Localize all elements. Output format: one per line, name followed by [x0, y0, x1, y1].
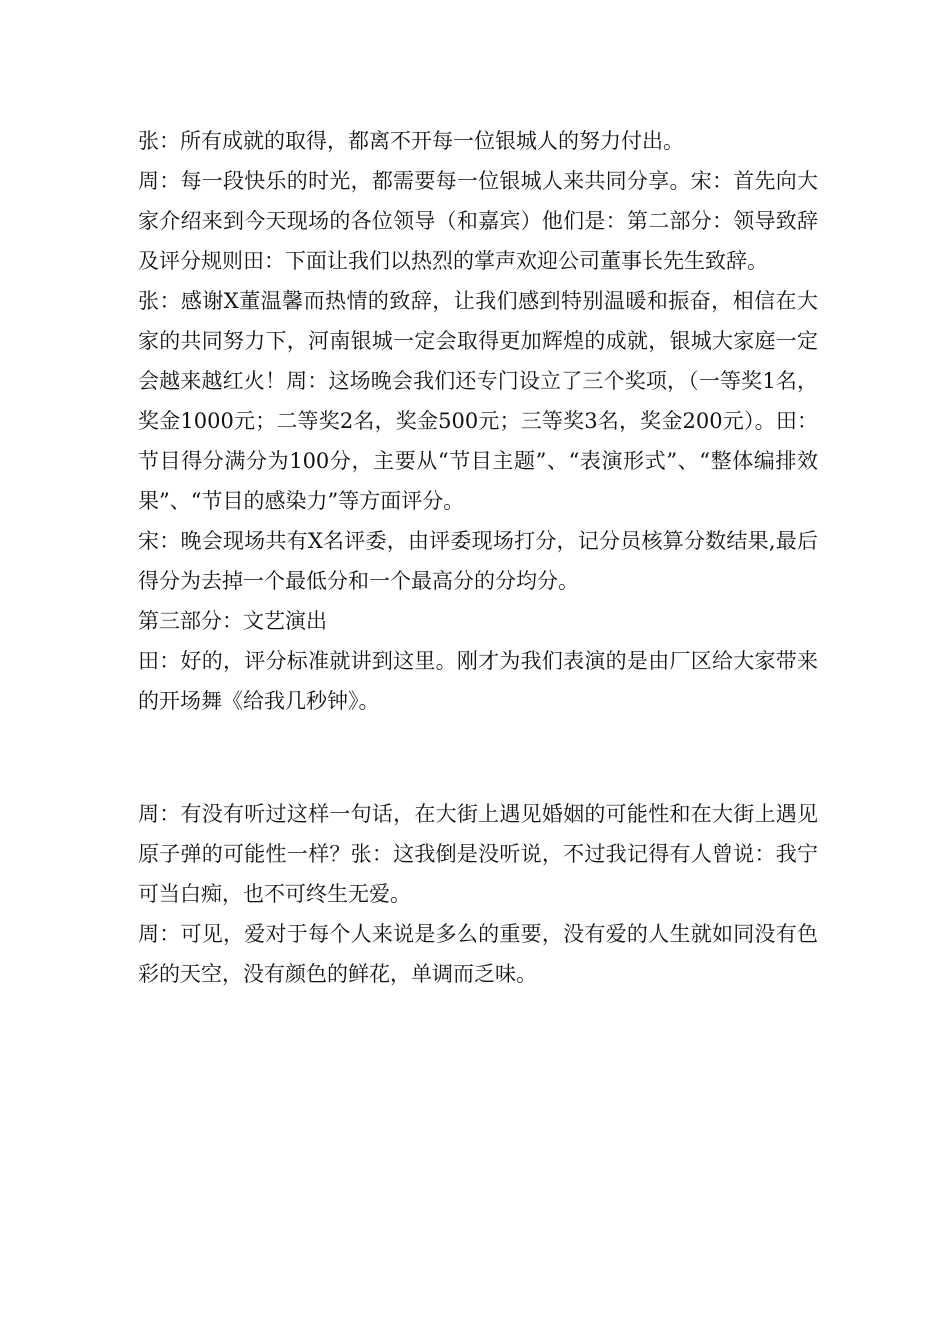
document-body [138, 121, 818, 994]
paragraph-spacer [138, 721, 818, 794]
paragraph-song-judges: 宋：晚会现场共有X名评委，由评委现场打分，记分员核算分数结果,最后得分为去掉一个最低分和一个最高分的分均分。 [138, 529, 818, 593]
section-heading-part-three: 第三部分：文艺演出 [138, 609, 327, 633]
paragraph-zhou-love-importance: 周：可见，爱对于每个人来说是多么的重要，没有爱的人生就如同没有色彩的天空，没有颜色的鲜花，单调而乏味。 [138, 922, 818, 986]
paragraph-zhou-introduction: 周：每一段快乐的时光，都需要每一位银城人来共同分享。宋：首先向大家介绍来到今天现场的各位领导（和嘉宾）他们是：第二部分：领导致辞及评分规则田：下面让我们以热烈的掌声欢迎公司董事长先生致辞。 [138, 169, 818, 273]
paragraph-zhou-love-quote: 周：有没有听过这样一句话，在大街上遇见婚姻的可能性和在大街上遇见原子弹的可能性一样？张：这我倒是没听说，不过我记得有人曾说：我宁可当白痴，也不可终生无爱。 [138, 802, 818, 906]
paragraph-zhang-awards: 张：感谢X董温馨而热情的致辞，让我们感到特别温暖和振奋，相信在大家的共同努力下，河南银城一定会取得更加辉煌的成就，银城大家庭一定会越来越红火！周：这场晚会我们还专门设立了三个奖项，（一等奖1名，奖金1000元；二等奖2名，奖金500元；三等奖3名，奖金200元）。田：节目得分满分为100分，主要从“节目主题”、“表演形式”、“整体编排效果”、“节目的感染力”等方面评分。 [138, 289, 818, 513]
paragraph-zhang-achievements: 张：所有成就的取得，都离不开每一位银城人的努力付出。 [138, 129, 684, 153]
paragraph-tian-opening-dance: 田：好的，评分标准就讲到这里。刚才为我们表演的是由厂区给大家带来的开场舞《给我几秒钟》。 [138, 649, 818, 713]
